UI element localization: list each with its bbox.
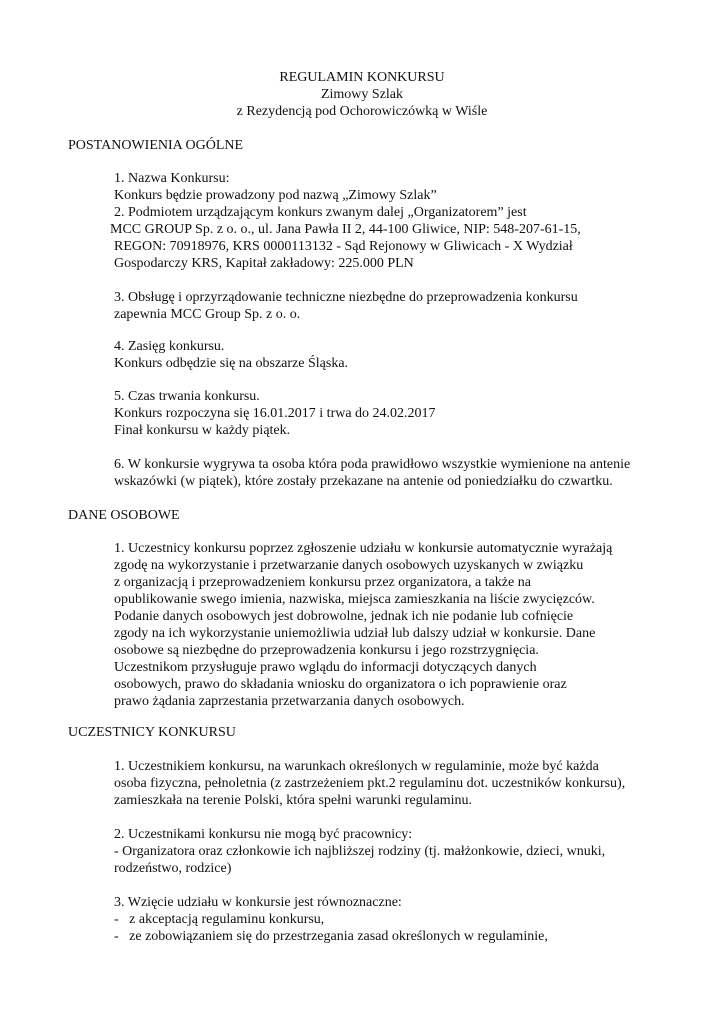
list-item: - z akceptacją regulaminu konkursu, xyxy=(114,912,325,927)
text-line: 6. W konkursie wygrywa ta osoba która poda prawidłowo wszystkie wymienione na antenie xyxy=(114,457,631,472)
text-line: Gospodarczy KRS, Kapitał zakładowy: 225.000 PLN xyxy=(114,256,414,271)
text-line: 1. Uczestnikiem konkursu, na warunkach określonych w regulaminie, może być każda xyxy=(114,759,599,774)
text-line: wskazówki (w piątek), które zostały przekazane na antenie od poniedziałku do czwartku. xyxy=(114,474,613,489)
text-line: 1. Uczestnicy konkursu poprzez zgłoszenie udziału w konkursie automatycznie wyrażają xyxy=(114,541,613,556)
general-paragraph-1-2 xyxy=(110,170,674,272)
section-heading-personal-data: DANE OSOBOWE xyxy=(68,508,180,523)
document-subtitle: Zimowy Szlak xyxy=(320,87,404,102)
text-line: Konkurs rozpoczyna się 16.01.2017 i trwa do 24.02.2017 xyxy=(114,406,436,421)
text-line: 3. Obsługę i oprzyrządowanie techniczne niezbędne do przeprowadzenia konkursu xyxy=(114,290,578,305)
text-line: Uczestnikom przysługuje prawo wglądu do informacji dotyczących danych xyxy=(114,660,537,675)
document-subtitle-location: z Rezydencją pod Ochorowiczówką w Wiśle xyxy=(236,104,488,119)
text-line: 1. Nazwa Konkursu: xyxy=(114,171,230,186)
general-paragraph-3 xyxy=(114,289,674,323)
general-paragraph-6 xyxy=(114,456,674,490)
text-line: MCC GROUP Sp. z o. o., ul. Jana Pawła II 2, 44-100 Gliwice, NIP: 548-207-61-15, xyxy=(110,222,581,237)
text-line: Podanie danych osobowych jest dobrowolne, jednak ich nie podanie lub cofnięcie xyxy=(114,609,574,624)
participants-paragraph-1 xyxy=(114,758,674,809)
title-block xyxy=(0,69,724,120)
text-line: 5. Czas trwania konkursu. xyxy=(114,389,260,404)
text-line: Konkurs będzie prowadzony pod nazwą „Zimowy Szlak” xyxy=(114,188,437,203)
text-line: z organizacją i przeprowadzeniem konkursu przez organizatora, a także na xyxy=(114,575,531,590)
text-line: REGON: 70918976, KRS 0000113132 - Sąd Rejonowy w Gliwicach - X Wydział xyxy=(114,239,573,254)
text-line: zapewnia MCC Group Sp. z o. o. xyxy=(114,307,301,322)
text-line: osoba fizyczna, pełnoletnia (z zastrzeżeniem pkt.2 regulaminu dot. uczestników konkursu), xyxy=(114,776,626,791)
participants-paragraph-3 xyxy=(114,894,674,945)
text-line: - Organizatora oraz członkowie ich najbliższej rodziny (tj. małżonkowie, dzieci, wnuki, xyxy=(114,844,606,859)
participants-paragraph-2 xyxy=(114,826,674,877)
text-line: osobowe są niezbędne do przeprowadzenia konkursu i jego rozstrzygnięcia. xyxy=(114,643,539,658)
general-paragraph-5 xyxy=(114,388,674,439)
text-line: 3. Wzięcie udziału w konkursie jest równoznaczne: xyxy=(114,895,402,910)
text-line: opublikowanie swego imienia, nazwiska, miejsca zamieszkania na liście zwycięzców. xyxy=(114,592,595,607)
text-line: Konkurs odbędzie się na obszarze Śląska. xyxy=(114,356,349,371)
text-line: zamieszkała na terenie Polski, która spełni warunki regulaminu. xyxy=(114,793,473,808)
text-line: 4. Zasięg konkursu. xyxy=(114,339,225,354)
document-title: REGULAMIN KONKURSU xyxy=(279,70,445,85)
text-line: rodzeństwo, rodzice) xyxy=(114,861,232,876)
personal-data-paragraph-1 xyxy=(114,540,674,710)
section-heading-participants: UCZESTNICY KONKURSU xyxy=(68,725,236,740)
general-paragraph-4 xyxy=(114,338,674,372)
text-line: 2. Podmiotem urządzającym konkurs zwanym dalej „Organizatorem” jest xyxy=(114,205,527,220)
text-line: zgodę na wykorzystanie i przetwarzanie danych osobowych uzyskanych w związku xyxy=(114,558,584,573)
text-line: osobowych, prawo do składania wniosku do organizatora o ich poprawienie oraz xyxy=(114,677,567,692)
text-line: Finał konkursu w każdy piątek. xyxy=(114,423,291,438)
text-line: prawo żądania zaprzestania przetwarzania danych osobowych. xyxy=(114,694,465,709)
section-heading-general: POSTANOWIENIA OGÓLNE xyxy=(68,138,244,153)
text-line: 2. Uczestnikami konkursu nie mogą być pracownicy: xyxy=(114,827,413,842)
text-line: zgody na ich wykorzystanie uniemożliwia udział lub dalszy udział w konkursie. Dane xyxy=(114,626,596,641)
list-item: - ze zobowiązaniem się do przestrzegania zasad określonych w regulaminie, xyxy=(114,929,548,944)
